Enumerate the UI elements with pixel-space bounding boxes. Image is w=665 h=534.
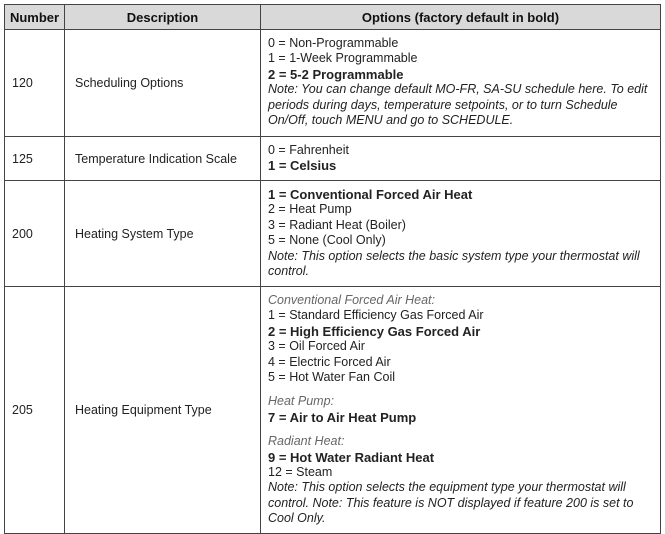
option-group-heading: Radiant Heat:	[268, 434, 345, 449]
feature-options	[261, 287, 661, 534]
option-line: 1 = Standard Efficiency Gas Forced Air	[268, 308, 484, 323]
feature-description: Temperature Indication Scale	[65, 137, 261, 181]
option-line: 5 = Hot Water Fan Coil	[268, 370, 396, 385]
option-line: 3 = Oil Forced Air	[268, 339, 365, 354]
header-row	[5, 5, 661, 30]
option-line: 4 = Electric Forced Air	[268, 354, 391, 369]
option-line-default: 2 = High Efficiency Gas Forced Air	[268, 323, 481, 339]
group-spacer	[268, 385, 654, 394]
feature-number: 205	[5, 287, 65, 534]
option-line-default: 2 = 5-2 Programmable	[268, 66, 404, 82]
option-line-default: 1 = Celsius	[268, 158, 337, 174]
feature-options	[261, 30, 661, 137]
feature-description: Heating System Type	[65, 181, 261, 287]
option-line-default: 7 = Air to Air Heat Pump	[268, 409, 417, 425]
feature-description: Scheduling Options	[65, 30, 261, 137]
feature-options	[261, 181, 661, 287]
option-note: Note: You can change default MO-FR, SA-SU schedule here. To edit periods during days, temperature setpoints, or to turn Schedule On/Off, touch MENU and go to SCHEDULE.	[268, 82, 648, 128]
option-line: 1 = 1-Week Programmable	[268, 51, 418, 66]
option-line: 0 = Non-Programmable	[268, 36, 399, 50]
table-row	[5, 30, 661, 137]
option-line: 12 = Steam	[268, 465, 333, 480]
table-row	[5, 287, 661, 534]
option-note: Note: This option selects the equipment type your thermostat will control. Note: This feature is NOT displayed if feature 200 is set to Cool Only.	[268, 480, 634, 526]
table-row	[5, 181, 661, 287]
header-number: Number	[5, 5, 65, 30]
feature-number: 120	[5, 30, 65, 137]
option-group-heading: Heat Pump:	[268, 394, 335, 409]
option-line: 0 = Fahrenheit	[268, 143, 349, 157]
feature-options	[261, 137, 661, 181]
group-spacer	[268, 425, 654, 434]
table-row	[5, 137, 661, 181]
option-line: 5 = None (Cool Only)	[268, 233, 386, 248]
option-note: Note: This option selects the basic system type your thermostat will control.	[268, 248, 640, 279]
header-description: Description	[65, 5, 261, 30]
settings-table	[4, 4, 661, 534]
option-line: 2 = Heat Pump	[268, 202, 352, 217]
feature-number: 200	[5, 181, 65, 287]
option-line-default: 9 = Hot Water Radiant Heat	[268, 449, 435, 465]
option-line-default: 1 = Conventional Forced Air Heat	[268, 187, 473, 202]
option-line: 3 = Radiant Heat (Boiler)	[268, 217, 406, 232]
header-options: Options (factory default in bold)	[261, 5, 661, 30]
feature-number: 125	[5, 137, 65, 181]
feature-description: Heating Equipment Type	[65, 287, 261, 534]
option-group-heading: Conventional Forced Air Heat:	[268, 293, 435, 307]
